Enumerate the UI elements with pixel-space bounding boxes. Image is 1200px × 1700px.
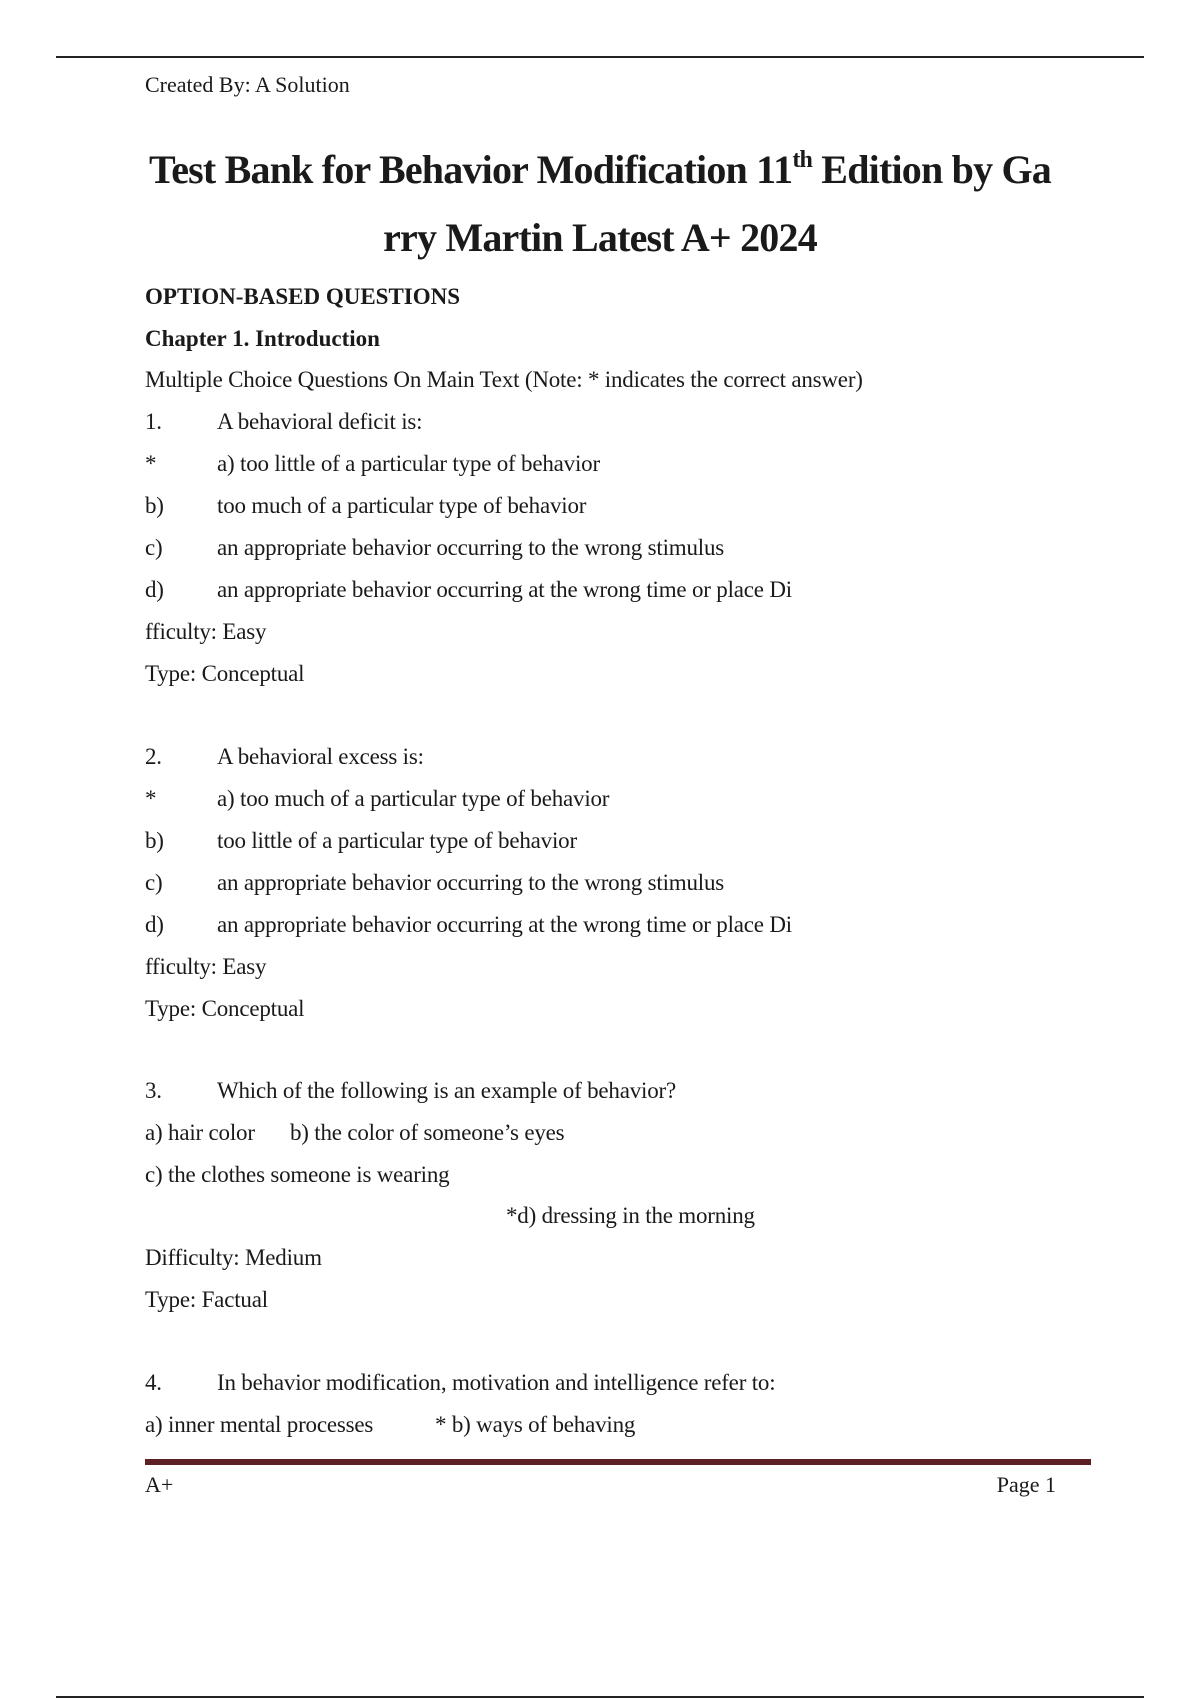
top-rule bbox=[56, 56, 1144, 58]
answer-option: an appropriate behavior occurring at the wrong time or place Di bbox=[217, 912, 792, 937]
footer-grade: A+ bbox=[145, 1472, 174, 1497]
question-number: 3. bbox=[145, 1078, 162, 1103]
answer-option: b) the color of someone’s eyes bbox=[290, 1120, 565, 1145]
answer-option: a) hair color bbox=[145, 1120, 255, 1145]
answer-option: an appropriate behavior occurring at the wrong time or place Di bbox=[217, 577, 792, 602]
document-title-line-2: rry Martin Latest A+ 2024 bbox=[383, 215, 817, 260]
answer-option: too little of a particular type of behavior bbox=[217, 828, 577, 853]
option-marker: b) bbox=[145, 493, 164, 518]
type-label: Type: Conceptual bbox=[145, 996, 305, 1021]
difficulty-label: fficulty: Easy bbox=[145, 954, 267, 979]
bottom-rule bbox=[56, 1696, 1144, 1698]
option-marker: d) bbox=[145, 577, 164, 602]
footer-bar bbox=[145, 1459, 1091, 1465]
correct-answer-option: *d) dressing in the morning bbox=[506, 1203, 755, 1228]
answer-option: a) too little of a particular type of behavior bbox=[217, 451, 600, 476]
answer-option: a) too much of a particular type of behavior bbox=[217, 786, 610, 811]
option-marker: b) bbox=[145, 828, 164, 853]
difficulty-label: fficulty: Easy bbox=[145, 619, 267, 644]
question-number: 1. bbox=[145, 409, 162, 434]
correct-answer-marker: * bbox=[145, 451, 157, 476]
instructions-note: Multiple Choice Questions On Main Text (Note: * indicates the correct answer) bbox=[145, 367, 863, 392]
answer-option: too much of a particular type of behavior bbox=[217, 493, 587, 518]
created-by: Created By: A Solution bbox=[145, 72, 350, 97]
question-stem: Which of the following is an example of behavior? bbox=[217, 1078, 676, 1103]
option-marker: d) bbox=[145, 912, 164, 937]
question-number: 4. bbox=[145, 1370, 162, 1395]
option-marker: c) bbox=[145, 535, 163, 560]
type-label: Type: Factual bbox=[145, 1287, 268, 1312]
document-title-line-1: Test Bank for Behavior Modification 11th Edition by Ga bbox=[148, 147, 1051, 192]
answer-option: an appropriate behavior occurring to the wrong stimulus bbox=[217, 535, 724, 560]
question-stem: A behavioral excess is: bbox=[217, 744, 424, 769]
answer-option: a) inner mental processes bbox=[145, 1412, 374, 1437]
type-label: Type: Conceptual bbox=[145, 661, 305, 686]
ordinal-suffix: th bbox=[792, 147, 813, 173]
page-number: Page 1 bbox=[996, 1472, 1056, 1497]
difficulty-label: Difficulty: Medium bbox=[145, 1245, 322, 1270]
correct-answer-option: * b) ways of behaving bbox=[435, 1412, 636, 1437]
chapter-heading: Chapter 1. Introduction bbox=[145, 326, 380, 351]
question-stem: A behavioral deficit is: bbox=[217, 409, 423, 434]
correct-answer-marker: * bbox=[145, 786, 157, 811]
answer-option: c) the clothes someone is wearing bbox=[145, 1162, 450, 1187]
question-stem: In behavior modification, motivation and intelligence refer to: bbox=[217, 1370, 776, 1395]
question-number: 2. bbox=[145, 744, 162, 769]
section-heading: OPTION-BASED QUESTIONS bbox=[145, 284, 461, 309]
answer-option: an appropriate behavior occurring to the wrong stimulus bbox=[217, 870, 724, 895]
option-marker: c) bbox=[145, 870, 163, 895]
